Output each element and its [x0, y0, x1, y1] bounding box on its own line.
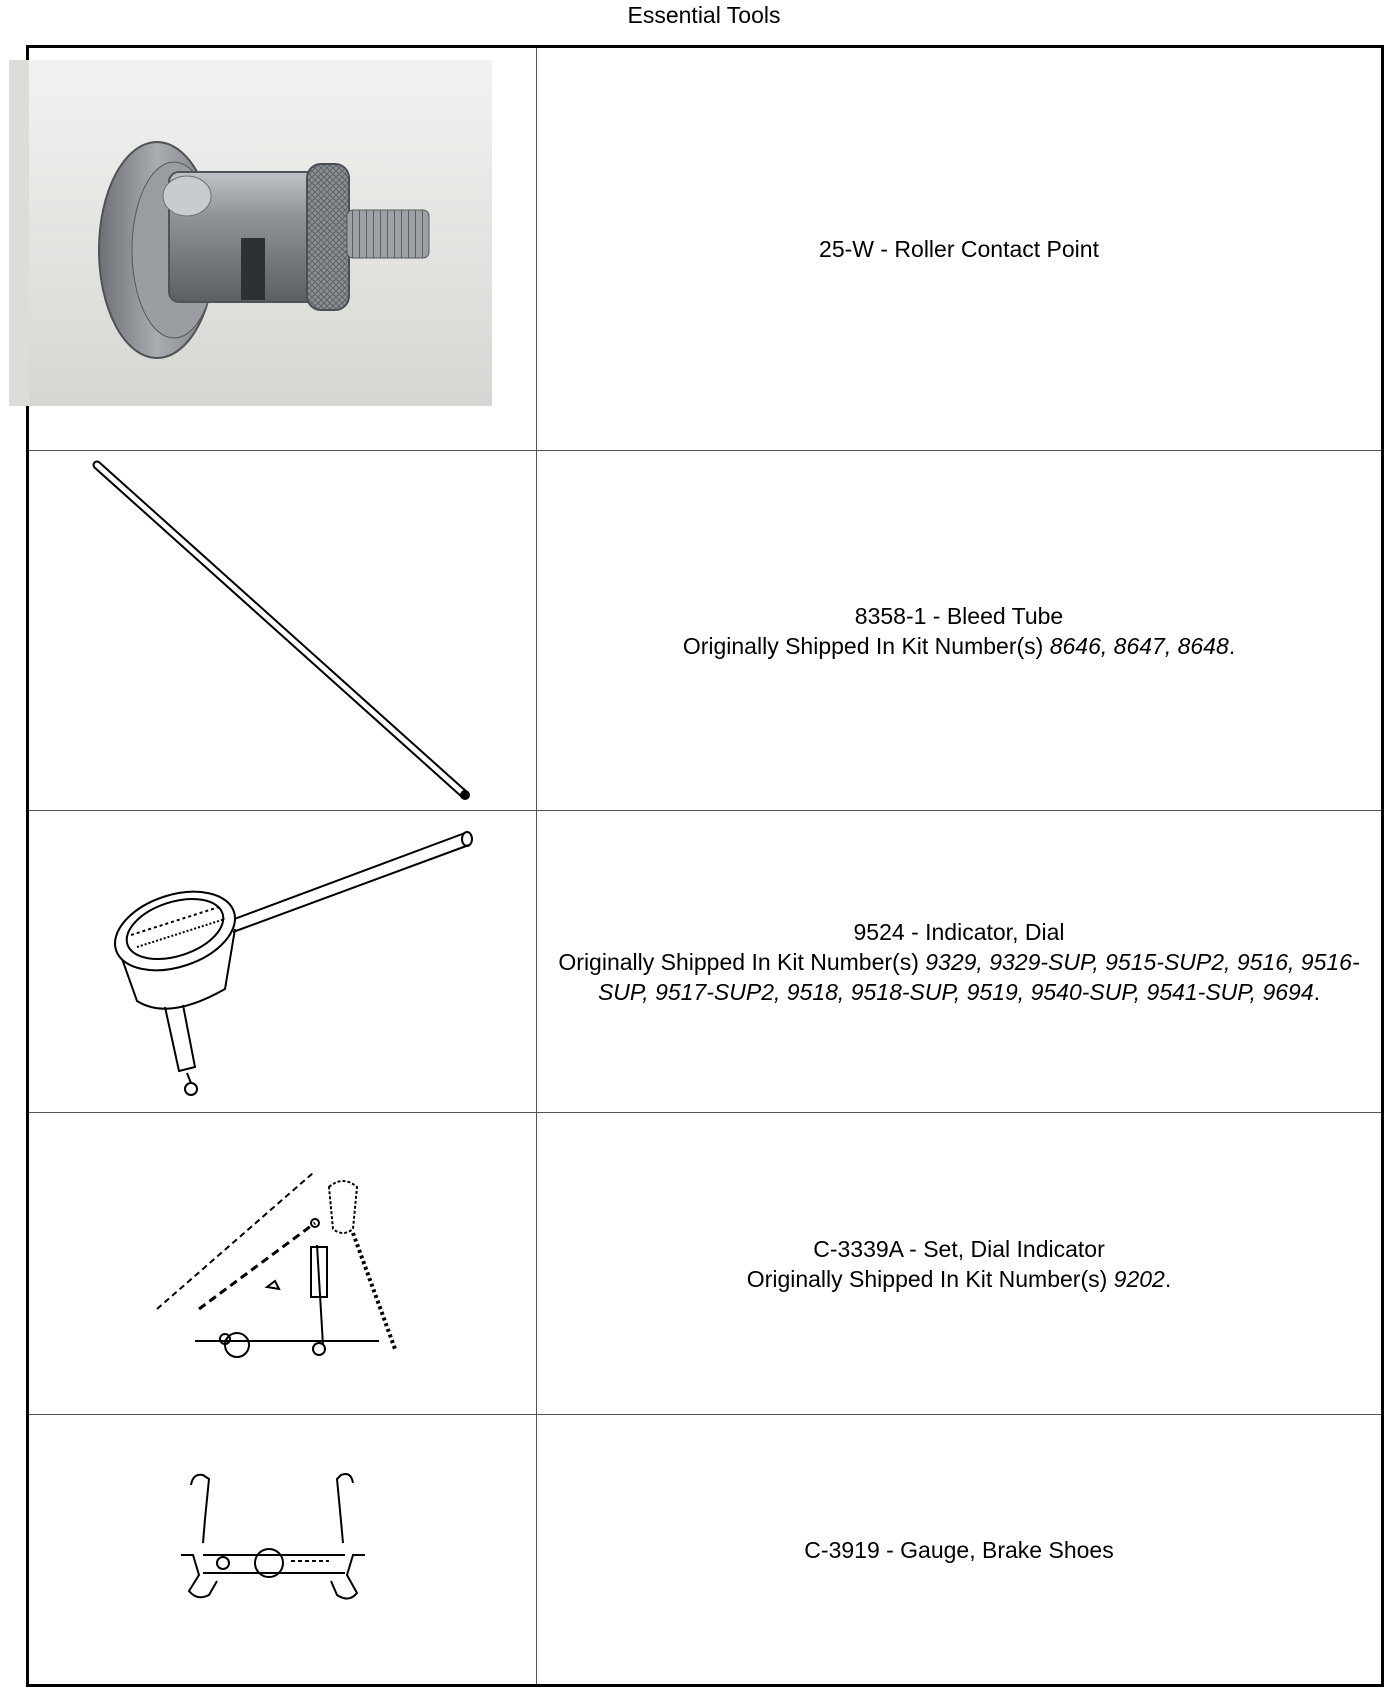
kit-prefix: Originally Shipped In Kit Number(s): [682, 632, 1050, 659]
table-row: [28, 1415, 1383, 1686]
kit-suffix: .: [1313, 978, 1321, 1005]
tool-image-cell: [28, 811, 537, 1113]
kit-list: 8646, 8647, 8648: [1049, 632, 1229, 659]
kit-numbers: [537, 1264, 1381, 1294]
tool-code-name: C-3919 - Gauge, Brake Shoes: [804, 1536, 1114, 1563]
tool-description-cell: [537, 1415, 1383, 1686]
essential-tools-table: [26, 45, 1384, 1687]
kit-suffix: .: [1228, 632, 1236, 659]
tool-code-name: 8358-1 - Bleed Tube: [854, 602, 1064, 629]
tool-description-cell: [537, 47, 1383, 451]
tool-image-cell: [28, 1113, 537, 1415]
tool-image-cell: [28, 47, 537, 451]
tool-image-cell: [28, 1415, 537, 1686]
kit-list: 9329, 9329-SUP, 9515-SUP2, 9516, 9516-SUP, 9517-SUP2, 9518, 9518-SUP, 9519, 9540-SUP, 9541-SUP, 9694: [597, 948, 1360, 1005]
kit-numbers: [537, 947, 1381, 1007]
table-row: [28, 1113, 1383, 1415]
kit-list: 9202: [1113, 1265, 1165, 1292]
dial-indicator-drawing: [29, 811, 536, 1112]
page-title: Essential Tools: [627, 2, 781, 28]
bleed-tube-drawing: [29, 451, 536, 810]
tool-code-name: 25-W - Roller Contact Point: [819, 236, 1099, 262]
kit-prefix: Originally Shipped In Kit Number(s): [558, 948, 926, 975]
tool-image-cell: [28, 451, 537, 811]
table-row: [28, 47, 1383, 451]
roller-contact-point-photo: [9, 60, 492, 406]
kit-prefix: Originally Shipped In Kit Number(s): [746, 1265, 1114, 1292]
tool-description-cell: [537, 1113, 1383, 1415]
table-row: [28, 451, 1383, 811]
tool-description-cell: [537, 811, 1383, 1113]
kit-suffix: .: [1164, 1265, 1172, 1292]
kit-numbers: [537, 631, 1381, 661]
tool-description-cell: [537, 451, 1383, 811]
brake-shoe-gauge-drawing: [29, 1415, 536, 1684]
dial-indicator-set-drawing: [29, 1113, 536, 1414]
table-row: [28, 811, 1383, 1113]
tool-code-name: C-3339A - Set, Dial Indicator: [813, 1235, 1105, 1262]
tool-code-name: 9524 - Indicator, Dial: [853, 918, 1065, 945]
